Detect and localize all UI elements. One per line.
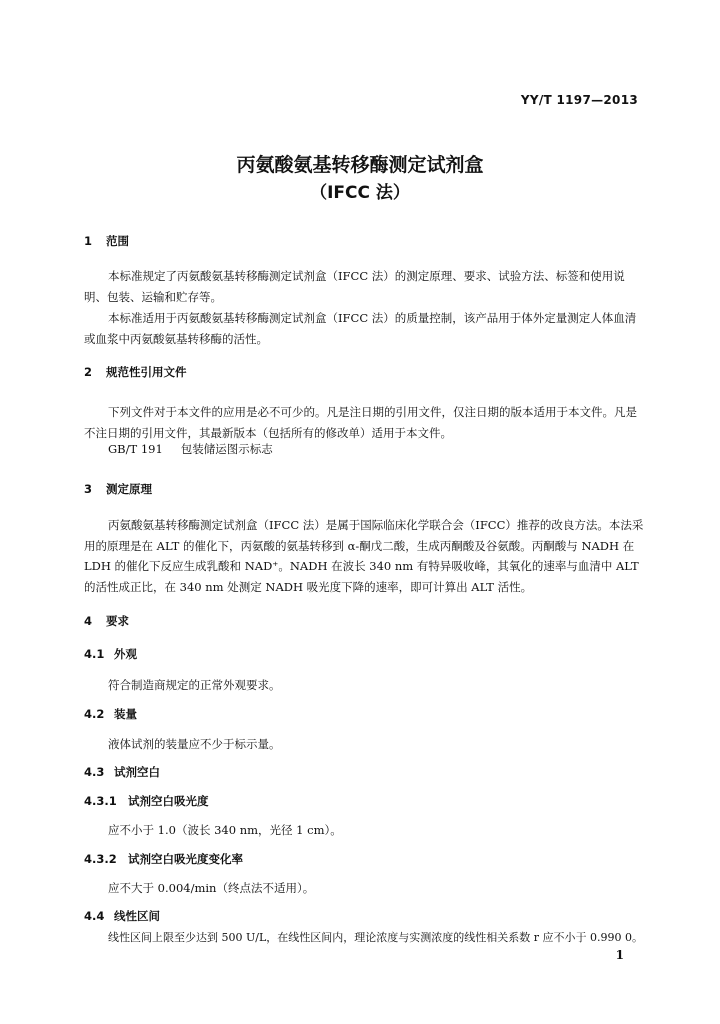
requirement-text: 应不小于 1.0（波长 340 nm，光径 1 cm）。 [108, 823, 342, 837]
subsubsection-title: 试剂空白吸光度 [128, 794, 209, 808]
paragraph: 丙氨酸氨基转移酶测定试剂盒（IFCC 法）是属于国际临床化学联合会（IFCC）推荐的改良方法。本法采用的原理是在 ALT 的催化下，丙氨酸的氨基转移到 α-酮戊二酸，生成丙酮酸及谷氨酸。丙酮酸与 NADH 在 LDH 的催化下反应生成乳酸和 NAD⁺。NADH 在波长 340 nm 有特异吸收峰，其氧化的速率与血清中 ALT 的活性成正比，在 340 nm 处测定 NADH 吸光度下降的速率，即可计算出 ALT 活性。 [84, 518, 644, 594]
paragraph: 本标准规定了丙氨酸氨基转移酶测定试剂盒（IFCC 法）的测定原理、要求、试验方法、标签和使用说明、包装、运输和贮存等。 [84, 269, 625, 304]
subsubsection-number: 4.3.2 [84, 852, 117, 866]
subsubsection-number: 4.3.1 [84, 794, 117, 808]
section-title: 范围 [106, 234, 129, 248]
section-number: 2 [84, 365, 93, 379]
document-subtitle: （IFCC 法） [310, 183, 410, 203]
section-heading [84, 613, 129, 629]
subsection-heading [84, 646, 137, 662]
section-title: 测定原理 [106, 482, 152, 496]
requirement-text: 线性区间上限至少达到 500 U/L，在线性区间内，理论浓度与实测浓度的线性相关系数 r 应不小于 0.990 0。 [108, 931, 644, 944]
normative-reference [108, 441, 273, 457]
requirement-text: 液体试剂的装量应不少于标示量。 [108, 737, 281, 751]
section-number: 3 [84, 482, 93, 496]
subsubsection-title: 试剂空白吸光度变化率 [128, 852, 243, 866]
subsection-number: 4.1 [84, 647, 105, 661]
subsection-heading [84, 764, 160, 780]
section-title: 规范性引用文件 [106, 365, 187, 379]
section-title: 要求 [106, 614, 129, 628]
subsection-heading [84, 908, 160, 924]
paragraph: 下列文件对于本文件的应用是必不可少的。凡是注日期的引用文件，仅注日期的版本适用于本文件。凡是不注日期的引用文件，其最新版本（包括所有的修改单）适用于本文件。 [84, 405, 637, 440]
subsection-number: 4.3 [84, 765, 105, 779]
standard-number: YY/T 1197—2013 [520, 93, 638, 107]
requirement-text: 符合制造商规定的正常外观要求。 [108, 678, 281, 692]
page-number: 1 [615, 948, 624, 962]
section-heading [84, 233, 129, 249]
subsubsection-heading [84, 851, 243, 867]
requirement-text: 应不大于 0.004/min（终点法不适用）。 [108, 881, 315, 895]
subsection-title: 试剂空白 [114, 765, 160, 779]
section-number: 4 [84, 614, 93, 628]
subsubsection-heading [84, 793, 209, 809]
subsection-title: 外观 [114, 647, 137, 661]
reference-code: GB/T 191 [108, 442, 163, 456]
section-number: 1 [84, 234, 93, 248]
section-heading [84, 481, 152, 497]
subsection-title: 线性区间 [114, 909, 160, 923]
subsection-number: 4.4 [84, 909, 105, 923]
subsection-heading [84, 706, 137, 722]
subsection-number: 4.2 [84, 707, 105, 721]
subsection-title: 装量 [114, 707, 137, 721]
section-heading [84, 364, 187, 380]
reference-title: 包装储运图示标志 [180, 442, 273, 456]
document-title: 丙氨酸氨基转移酶测定试剂盒 [236, 154, 484, 176]
paragraph: 本标准适用于丙氨酸氨基转移酶测定试剂盒（IFCC 法）的质量控制，该产品用于体外定量测定人体血清或血浆中丙氨酸氨基转移酶的活性。 [84, 311, 637, 346]
